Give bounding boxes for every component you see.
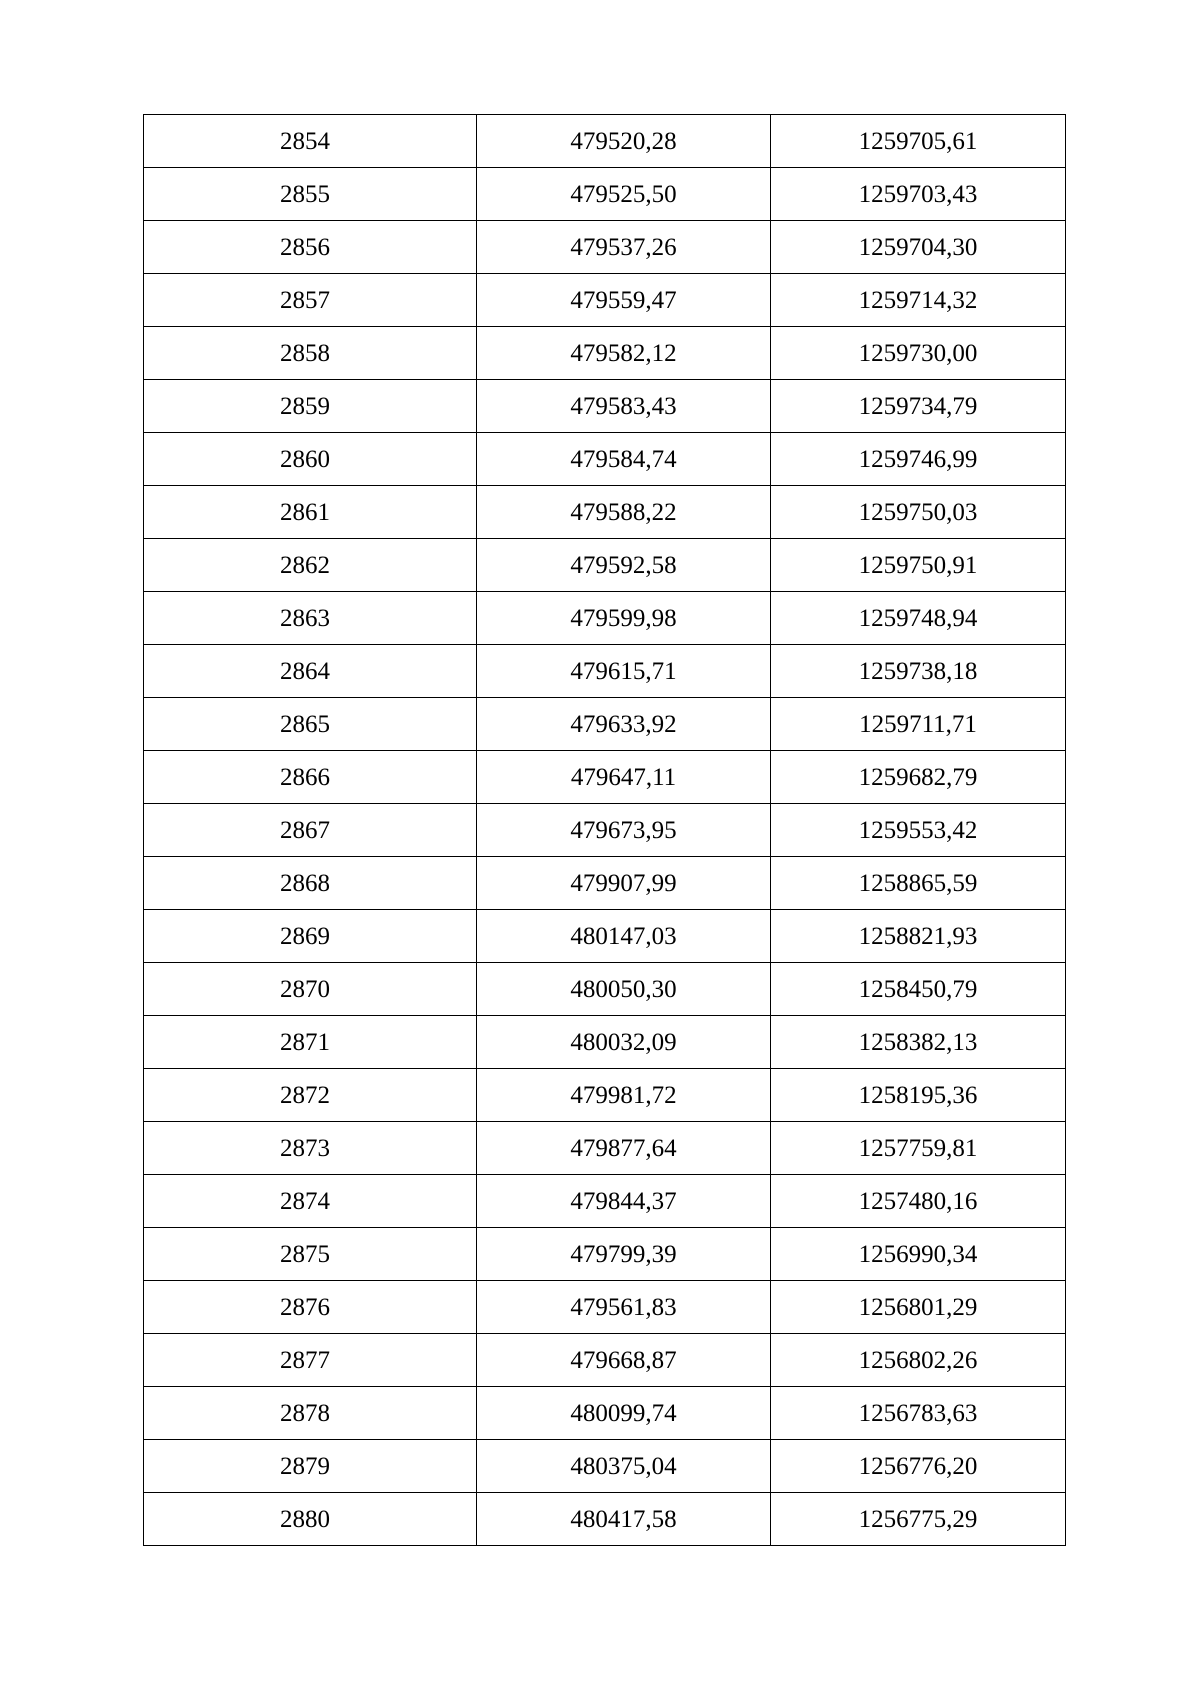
x-coordinate-cell: 479537,26 (477, 221, 771, 274)
x-coordinate-cell: 479588,22 (477, 486, 771, 539)
table-row (144, 804, 1066, 857)
point-number-cell: 2868 (144, 857, 477, 910)
point-number-cell: 2856 (144, 221, 477, 274)
table-row (144, 1016, 1066, 1069)
point-number-cell: 2870 (144, 963, 477, 1016)
x-coordinate-cell: 479877,64 (477, 1122, 771, 1175)
y-coordinate-cell: 1259746,99 (771, 433, 1066, 486)
y-coordinate-cell: 1257759,81 (771, 1122, 1066, 1175)
x-coordinate-cell: 480050,30 (477, 963, 771, 1016)
point-number-cell: 2874 (144, 1175, 477, 1228)
x-coordinate-cell: 479583,43 (477, 380, 771, 433)
x-coordinate-cell: 479668,87 (477, 1334, 771, 1387)
table-row (144, 857, 1066, 910)
table-row (144, 1281, 1066, 1334)
point-number-cell: 2857 (144, 274, 477, 327)
y-coordinate-cell: 1259734,79 (771, 380, 1066, 433)
x-coordinate-cell: 479592,58 (477, 539, 771, 592)
x-coordinate-cell: 479559,47 (477, 274, 771, 327)
coordinates-table (143, 114, 1066, 1546)
table-row (144, 433, 1066, 486)
y-coordinate-cell: 1259682,79 (771, 751, 1066, 804)
y-coordinate-cell: 1258382,13 (771, 1016, 1066, 1069)
x-coordinate-cell: 479673,95 (477, 804, 771, 857)
point-number-cell: 2865 (144, 698, 477, 751)
point-number-cell: 2861 (144, 486, 477, 539)
y-coordinate-cell: 1259750,03 (771, 486, 1066, 539)
table-row (144, 645, 1066, 698)
table-row (144, 327, 1066, 380)
point-number-cell: 2871 (144, 1016, 477, 1069)
point-number-cell: 2872 (144, 1069, 477, 1122)
y-coordinate-cell: 1257480,16 (771, 1175, 1066, 1228)
point-number-cell: 2877 (144, 1334, 477, 1387)
table-row (144, 115, 1066, 168)
y-coordinate-cell: 1256775,29 (771, 1493, 1066, 1546)
x-coordinate-cell: 479647,11 (477, 751, 771, 804)
point-number-cell: 2863 (144, 592, 477, 645)
point-number-cell: 2866 (144, 751, 477, 804)
y-coordinate-cell: 1256802,26 (771, 1334, 1066, 1387)
table-row (144, 910, 1066, 963)
point-number-cell: 2873 (144, 1122, 477, 1175)
y-coordinate-cell: 1259730,00 (771, 327, 1066, 380)
y-coordinate-cell: 1256990,34 (771, 1228, 1066, 1281)
y-coordinate-cell: 1259553,42 (771, 804, 1066, 857)
point-number-cell: 2867 (144, 804, 477, 857)
x-coordinate-cell: 479584,74 (477, 433, 771, 486)
x-coordinate-cell: 479615,71 (477, 645, 771, 698)
point-number-cell: 2864 (144, 645, 477, 698)
x-coordinate-cell: 479525,50 (477, 168, 771, 221)
coordinates-table-body (144, 115, 1066, 1546)
table-row (144, 592, 1066, 645)
x-coordinate-cell: 479582,12 (477, 327, 771, 380)
point-number-cell: 2862 (144, 539, 477, 592)
point-number-cell: 2876 (144, 1281, 477, 1334)
x-coordinate-cell: 480147,03 (477, 910, 771, 963)
table-row (144, 168, 1066, 221)
y-coordinate-cell: 1256776,20 (771, 1440, 1066, 1493)
point-number-cell: 2879 (144, 1440, 477, 1493)
y-coordinate-cell: 1258821,93 (771, 910, 1066, 963)
y-coordinate-cell: 1259705,61 (771, 115, 1066, 168)
x-coordinate-cell: 480099,74 (477, 1387, 771, 1440)
table-row (144, 1334, 1066, 1387)
table-row (144, 1387, 1066, 1440)
y-coordinate-cell: 1259748,94 (771, 592, 1066, 645)
y-coordinate-cell: 1258450,79 (771, 963, 1066, 1016)
y-coordinate-cell: 1256801,29 (771, 1281, 1066, 1334)
x-coordinate-cell: 479799,39 (477, 1228, 771, 1281)
table-row (144, 274, 1066, 327)
x-coordinate-cell: 480032,09 (477, 1016, 771, 1069)
y-coordinate-cell: 1259750,91 (771, 539, 1066, 592)
y-coordinate-cell: 1259704,30 (771, 221, 1066, 274)
y-coordinate-cell: 1258195,36 (771, 1069, 1066, 1122)
point-number-cell: 2869 (144, 910, 477, 963)
x-coordinate-cell: 479633,92 (477, 698, 771, 751)
y-coordinate-cell: 1259714,32 (771, 274, 1066, 327)
y-coordinate-cell: 1258865,59 (771, 857, 1066, 910)
table-row (144, 1440, 1066, 1493)
table-row (144, 1069, 1066, 1122)
point-number-cell: 2858 (144, 327, 477, 380)
x-coordinate-cell: 479520,28 (477, 115, 771, 168)
table-row (144, 1493, 1066, 1546)
x-coordinate-cell: 479907,99 (477, 857, 771, 910)
y-coordinate-cell: 1259703,43 (771, 168, 1066, 221)
table-row (144, 539, 1066, 592)
y-coordinate-cell: 1259738,18 (771, 645, 1066, 698)
point-number-cell: 2860 (144, 433, 477, 486)
x-coordinate-cell: 479844,37 (477, 1175, 771, 1228)
table-row (144, 486, 1066, 539)
x-coordinate-cell: 480375,04 (477, 1440, 771, 1493)
table-row (144, 1175, 1066, 1228)
table-row (144, 698, 1066, 751)
x-coordinate-cell: 479561,83 (477, 1281, 771, 1334)
table-row (144, 380, 1066, 433)
point-number-cell: 2875 (144, 1228, 477, 1281)
table-row (144, 751, 1066, 804)
y-coordinate-cell: 1259711,71 (771, 698, 1066, 751)
point-number-cell: 2880 (144, 1493, 477, 1546)
point-number-cell: 2878 (144, 1387, 477, 1440)
table-row (144, 1228, 1066, 1281)
point-number-cell: 2854 (144, 115, 477, 168)
table-row (144, 221, 1066, 274)
point-number-cell: 2859 (144, 380, 477, 433)
y-coordinate-cell: 1256783,63 (771, 1387, 1066, 1440)
point-number-cell: 2855 (144, 168, 477, 221)
table-row (144, 1122, 1066, 1175)
x-coordinate-cell: 479981,72 (477, 1069, 771, 1122)
table-row (144, 963, 1066, 1016)
x-coordinate-cell: 480417,58 (477, 1493, 771, 1546)
x-coordinate-cell: 479599,98 (477, 592, 771, 645)
